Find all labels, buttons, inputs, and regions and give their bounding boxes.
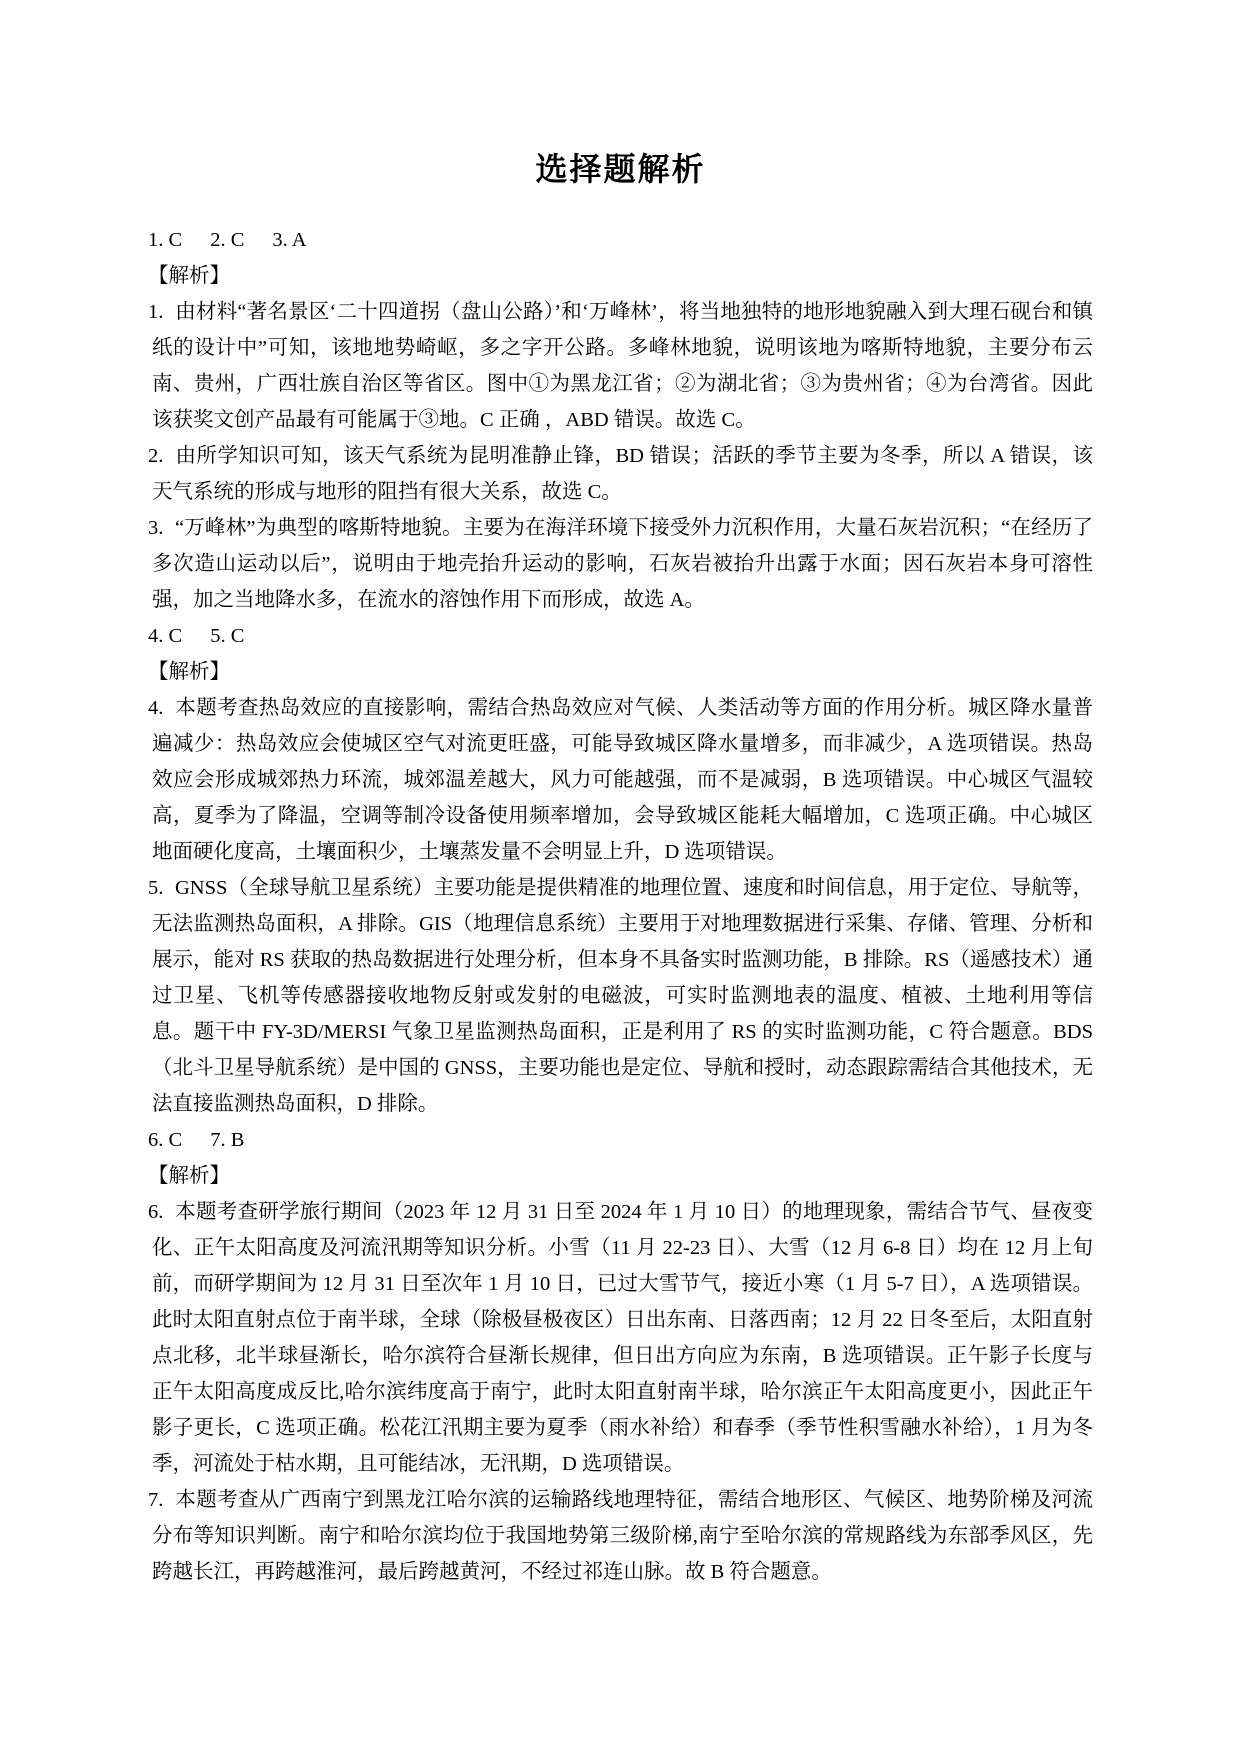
- explanation-item-4: [148, 690, 1093, 870]
- explanation-item-7: [148, 1482, 1093, 1590]
- page-title: 选择题解析: [535, 151, 706, 187]
- analysis-label: 【解析】: [148, 661, 230, 683]
- item-number: 5.: [148, 877, 164, 899]
- item-number: 4.: [148, 697, 164, 719]
- item-text: 由材料“著名景区‘二十四道拐（盘山公路）’和‘万峰林’，将当地独特的地形地貌融入到大理石砚台和镇纸的设计中”可知，该地地势崎岖，多之字开公路。多峰林地貌，说明该地为喀斯特地貌，主要分布云南、贵州，广西壮族自治区等省区。图中①为黑龙江省；②为湖北省；③为贵州省；④为台湾省。因此该获奖文创产品最有可能属于③地。C 正确 ，ABD 错误。故选 C。: [152, 301, 1093, 431]
- answer-entry: 7. B: [210, 1129, 245, 1151]
- answer-line-6-7: [148, 1122, 1093, 1158]
- analysis-label: 【解析】: [148, 1165, 230, 1187]
- answer-entry: 2. C: [210, 229, 245, 251]
- explanation-item-1: [148, 294, 1093, 438]
- answer-entry: 1. C: [148, 229, 183, 251]
- answer-entry: 4. C: [148, 625, 183, 647]
- item-text: GNSS（全球导航卫星系统）主要功能是提供精准的地理位置、速度和时间信息，用于定位、导航等，无法监测热岛面积，A 排除。GIS（地理信息系统）主要用于对地理数据进行采集、存储、管理、分析和展示，能对 RS 获取的热岛数据进行处理分析，但本身不具备实时监测功能，B 排除。RS（遥感技术）通过卫星、飞机等传感器接收地物反射或发射的电磁波，可实时监测地表的温度、植被、土地利用等信息。题干中 FY-3D/MERSI 气象卫星监测热岛面积，正是利用了 RS 的实时监测功能，C 符合题意。BDS（北斗卫星导航系统）是中国的 GNSS，主要功能也是定位、导航和授时，动态跟踪需结合其他技术，无法直接监测热岛面积，D 排除。: [152, 877, 1093, 1115]
- answer-entry: 6. C: [148, 1129, 183, 1151]
- explanation-item-6: [148, 1194, 1093, 1482]
- item-number: 7.: [148, 1489, 164, 1511]
- answer-line-4-5: [148, 618, 1093, 654]
- item-text: 本题考查热岛效应的直接影响，需结合热岛效应对气候、人类活动等方面的作用分析。城区降水量普遍减少：热岛效应会使城区空气对流更旺盛，可能导致城区降水量增多，而非减少，A 选项错误。热岛效应会形成城郊热力环流，城郊温差越大，风力可能越强，而不是减弱，B 选项错误。中心城区气温较高，夏季为了降温，空调等制冷设备使用频率增加，会导致城区能耗大幅增加，C 选项正确。中心城区地面硬化度高，土壤面积少，土壤蒸发量不会明显上升，D 选项错误。: [152, 697, 1093, 863]
- document-content: [148, 222, 1093, 1590]
- item-text: 由所学知识可知，该天气系统为昆明准静止锋，BD 错误；活跃的季节主要为冬季，所以 A 错误，该天气系统的形成与地形的阻挡有很大关系，故选 C。: [152, 445, 1093, 503]
- explanation-item-3: [148, 510, 1093, 618]
- explanation-item-2: [148, 438, 1093, 510]
- item-number: 3.: [148, 517, 164, 539]
- analysis-label: 【解析】: [148, 265, 230, 287]
- item-text: 本题考查研学旅行期间（2023 年 12 月 31 日至 2024 年 1 月 10 日）的地理现象，需结合节气、昼夜变化、正午太阳高度及河流汛期等知识分析。小雪（11 月 22-23 日）、大雪（12 月 6-8 日）均在 12 月上旬前，而研学期间为 12 月 31 日至次年 1 月 10 日，已过大雪节气，接近小寒（1 月 5-7 日），A 选项错误。此时太阳直射点位于南半球，全球（除极昼极夜区）日出东南、日落西南；12 月 22 日冬至后，太阳直射点北移，北半球昼渐长，哈尔滨符合昼渐长规律，但日出方向应为东南，B 选项错误。正午影子长度与正午太阳高度成反比,哈尔滨纬度高于南宁，此时太阳直射南半球，哈尔滨正午太阳高度更小，因此正午影子更长，C 选项正确。松花江汛期主要为夏季（雨水补给）和春季（季节性积雪融水补给），1 月为冬季，河流处于枯水期，且可能结冰，无汛期，D 选项错误。: [152, 1201, 1093, 1475]
- item-number: 6.: [148, 1201, 164, 1223]
- item-text: “万峰林”为典型的喀斯特地貌。主要为在海洋环境下接受外力沉积作用，大量石灰岩沉积；“在经历了多次造山运动以后”，说明由于地壳抬升运动的影响，石灰岩被抬升出露于水面；因石灰岩本身可溶性强，加之当地降水多，在流水的溶蚀作用下而形成，故选 A。: [152, 517, 1093, 611]
- item-number: 1.: [148, 301, 164, 323]
- item-number: 2.: [148, 445, 164, 467]
- answer-entry: 3. A: [272, 229, 307, 251]
- item-text: 本题考查从广西南宁到黑龙江哈尔滨的运输路线地理特征，需结合地形区、气候区、地势阶梯及河流分布等知识判断。南宁和哈尔滨均位于我国地势第三级阶梯,南宁至哈尔滨的常规路线为东部季风区，先跨越长江，再跨越淮河，最后跨越黄河，不经过祁连山脉。故 B 符合题意。: [152, 1489, 1093, 1583]
- answer-line-1-3: [148, 222, 1093, 258]
- answer-entry: 5. C: [210, 625, 245, 647]
- explanation-item-5: [148, 870, 1093, 1122]
